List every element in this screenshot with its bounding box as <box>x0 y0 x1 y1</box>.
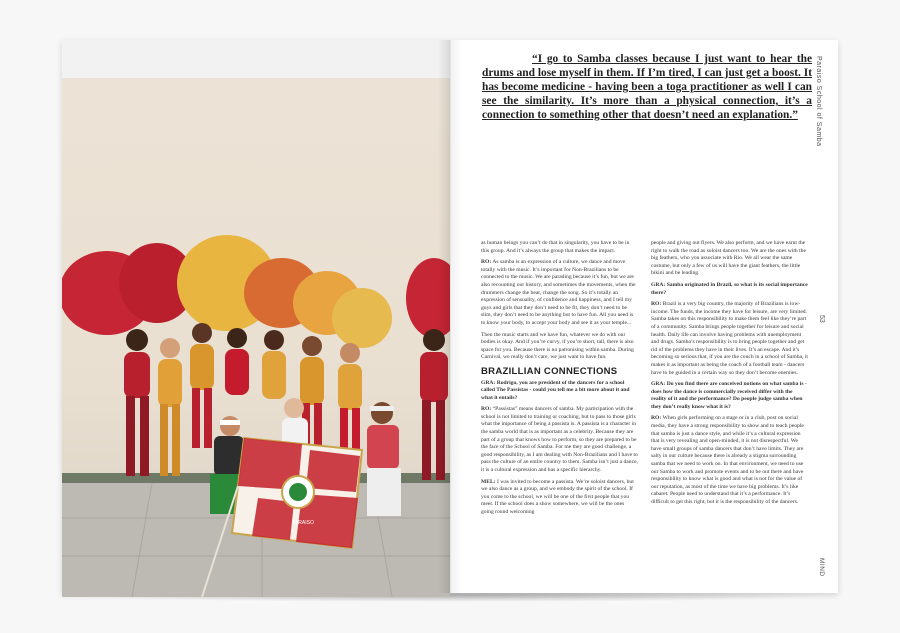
side-title: Paraiso School of Samba <box>815 56 822 147</box>
speaker-label: RO: <box>651 415 662 422</box>
article-column-2 <box>651 240 808 511</box>
speaker-label: RO: <box>481 259 492 266</box>
article-column-1 <box>481 240 638 521</box>
paragraph <box>481 406 638 474</box>
paragraph: Then the music starts and we have fun, whatever we do with our bodies is okay. And if you’re curvy, if you’re short, tall, there is also space for you. Because there is no patronising within samba. During Carnival, we really don’t care, we just want to have fun. <box>481 331 634 361</box>
paragraph <box>481 479 638 517</box>
magazine-spread <box>62 40 838 593</box>
paragraph <box>481 259 638 327</box>
paragraph-text: “Passistas” means dancers of samba. My participation with the school is not limited to training or coaching, but to pass to those girls what the importance of being a passista is. A passista is a character in the samba world that is as important as a celebrity. Because they are part of a group that knows how to perform, so they are prepared to be the face of the School of Samba. For me they are good challenge, a good responsibility, as I am dealing with Non-Brazilians and I have to pass the culture of an entire country to them. Samba isn’t just a dance, it is a cultural expression and has a specific hierarchy. <box>481 406 638 474</box>
samba-photo-illustration <box>62 78 450 597</box>
paragraph <box>651 301 808 377</box>
paragraph: people and giving out flyers. We also perform, and we have earnt the right to walk the road as soloist dancers too. We are the ones with the big feathers, who you associate with Rio. We all wear the same costume, but only a few of us will have the giant feathers, the little bikini and be leading. <box>651 240 806 277</box>
pull-quote: “I go to Samba classes because I just want to hear the drums and lose myself in them. If I’m tired, I can just get a boost. It has become medicine - having been a toga practitioner as well I can see the similarity. It’s more than a physical connection, it’s a connection to something other that doesn’t need an explanation.” <box>482 53 812 121</box>
paragraph: as human beings you can’t do that in singularity, you have to be in this group. And it’s always the group that makes the impact. <box>481 240 630 254</box>
left-page <box>62 40 450 593</box>
page-number: 53 <box>818 315 825 323</box>
school-flag <box>232 438 362 548</box>
speaker-label: MEL: <box>481 478 496 485</box>
svg-text:PARAISO: PARAISO <box>292 520 314 526</box>
samba-group-photo <box>62 78 450 597</box>
paragraph <box>651 415 808 506</box>
right-page <box>450 40 838 593</box>
speaker-label: RO: <box>651 301 662 308</box>
section-heading: BRAZILLIAN CONNECTIONS <box>481 365 618 377</box>
paragraph-text: I was invited to become a passista. We’re soloist dancers, but we also dance as a group, and we embody the spirit of the school. If you come to the school, we will be one of the first people that you meet. If the school does a show somewhere, we will be the ones going round welcoming <box>481 478 634 515</box>
interview-question: GRA: Samba originated in Brazil, so what is its social importance there? <box>651 281 808 296</box>
interview-question: GRA: Do you find there are conceived notions on what samba is - does how the dance is commercially received differ with the reality of it and the performance? Do people judge samba when they don’t really know what it is? <box>651 381 807 410</box>
speaker-label: RO: <box>481 406 492 413</box>
paragraph-text: As samba is an expression of a culture, we dance and move totally with the music. It’s important for Non-Brazilians to be connected to the music. We are parading because it’s fun, but we are also recounting our history, and sometimes the movements, when the drummers change the beat, change the song. So it’s totally an expression of sensuality, of confidence and happiness, and I tell my guys and girls that they don’t need to be fit, they don’t need to be slim, they don’t need to be anything but to have fun. All you need is to know your body, to accept your body and see it as your temple... <box>481 259 636 326</box>
paragraph-text: Brazil is a very big country, the majority of Brazilians is low-income. The funds, the income they have for leisure, are very limited. Samba takes on this responsibility to make them feel like they’re part of a community. Samba brings people together for leisure and social health. Daily life can involve having problems with unemployment and drugs. Samba’s responsibility is to bring people together and get rid of the problems they have in their lives. It’s an escape. And it’s becoming so serious that, if you are the couch in a school of Samba, it makes it as important as being the coach of a football team - dancers have to be guided in a certain way so they don’t become enemies. <box>651 301 808 376</box>
interview-question: GRA: Rodrigo, you are president of the dancers for a school called The Passistas - could you tell me a bit more about it and what it entails? <box>481 379 630 401</box>
magazine-name: MIND <box>818 558 825 577</box>
paragraph-text: When girls performing on a stage or in a club, post on social media, they have a strong responsibility to show and to teach people that samba is just a dance style, and while it’s a cultural expression that is very revealing and open-minded, it is not disrespectful. We have small groups of samba dancers that don’t have limits. They are salty in our culture because there is already a stigma surrounding samba that we need to work on. In that environment, we need to use our Samba to work and promote events and to be out there and have responsibility to know what is good and what is not for the value of our reputation, as most of the time we have big problems. It’s like cabaret. People need to understand that it’s a performance. It’s difficult to get this right, but it is the responsibility of the dancers. <box>651 415 804 505</box>
